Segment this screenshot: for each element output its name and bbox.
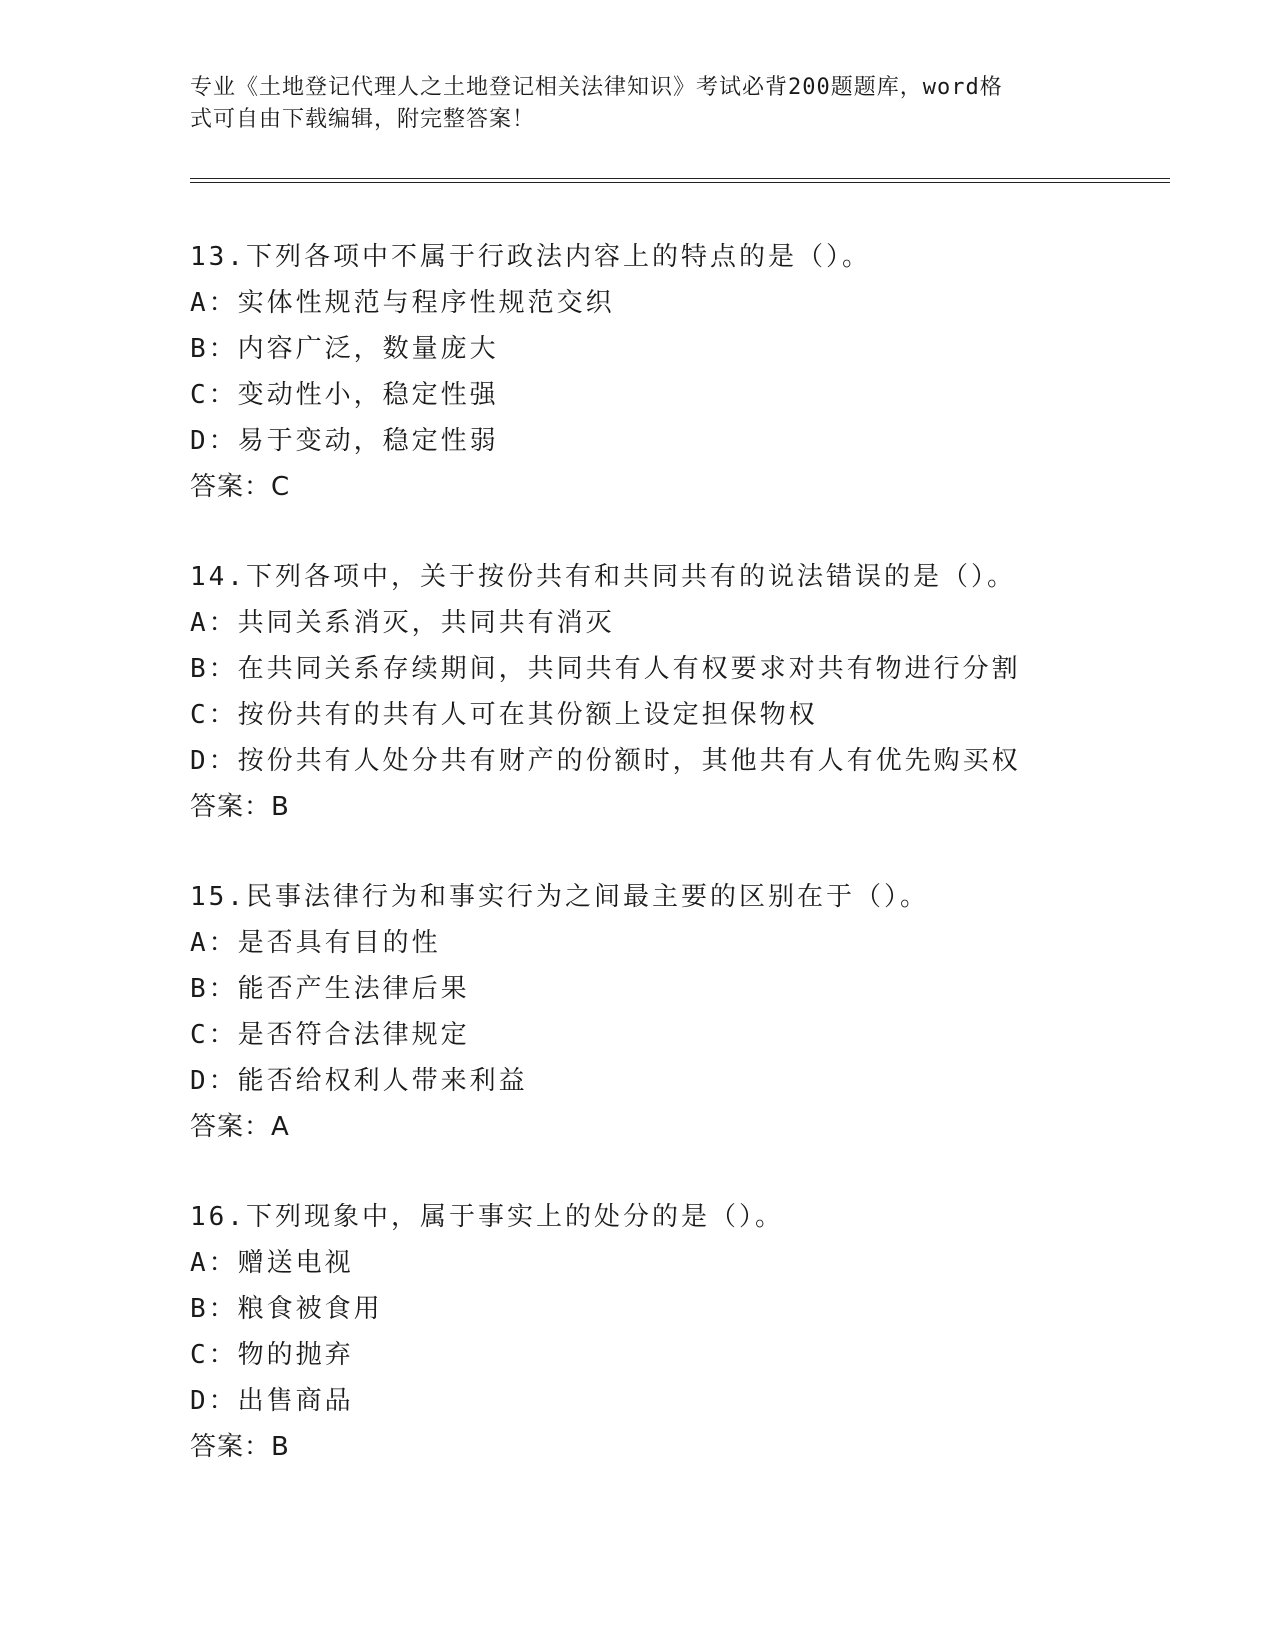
- answer-line: 答案：B: [190, 792, 290, 822]
- option-b: B：能否产生法律后果: [190, 974, 470, 1004]
- document-header: [190, 72, 1070, 136]
- question-list: [190, 234, 1190, 1514]
- answer-line: 答案：A: [190, 1112, 290, 1142]
- option-b: B：在共同关系存续期间，共同共有人有权要求对共有物进行分割: [190, 654, 1021, 684]
- option-b: B：粮食被食用: [190, 1294, 383, 1324]
- option-c: C：是否符合法律规定: [190, 1020, 470, 1050]
- option-a: A：实体性规范与程序性规范交织: [190, 288, 615, 318]
- option-d: D：易于变动，稳定性弱: [190, 426, 499, 456]
- option-d: D：出售商品: [190, 1386, 354, 1416]
- option-a: A：共同关系消灭，共同共有消灭: [190, 608, 615, 638]
- question-stem: 15.民事法律行为和事实行为之间最主要的区别在于（）。: [190, 882, 929, 912]
- question-stem: 16.下列现象中，属于事实上的处分的是（）。: [190, 1202, 784, 1232]
- option-d: D：按份共有人处分共有财产的份额时，其他共有人有优先购买权: [190, 746, 1021, 776]
- option-c: C：物的抛弃: [190, 1340, 354, 1370]
- question-stem: 13.下列各项中不属于行政法内容上的特点的是（）。: [190, 242, 871, 272]
- option-a: A：赠送电视: [190, 1248, 354, 1278]
- option-d: D：能否给权利人带来利益: [190, 1066, 528, 1096]
- option-a: A：是否具有目的性: [190, 928, 441, 958]
- header-line-2: 式可自由下载编辑，附完整答案！: [190, 107, 536, 132]
- answer-line: 答案：C: [190, 472, 291, 502]
- header-double-rule: [190, 178, 1170, 183]
- question-14: [190, 554, 1190, 830]
- question-stem: 14.下列各项中，关于按份共有和共同共有的说法错误的是（）。: [190, 562, 1016, 592]
- option-b: B：内容广泛，数量庞大: [190, 334, 499, 364]
- answer-line: 答案：B: [190, 1432, 290, 1462]
- question-15: [190, 874, 1190, 1150]
- question-16: [190, 1194, 1190, 1470]
- option-c: C：按份共有的共有人可在其份额上设定担保物权: [190, 700, 818, 730]
- header-line-1: 专业《土地登记代理人之土地登记相关法律知识》考试必背200题题库，word格: [190, 75, 1003, 100]
- question-13: [190, 234, 1190, 510]
- option-c: C：变动性小，稳定性强: [190, 380, 499, 410]
